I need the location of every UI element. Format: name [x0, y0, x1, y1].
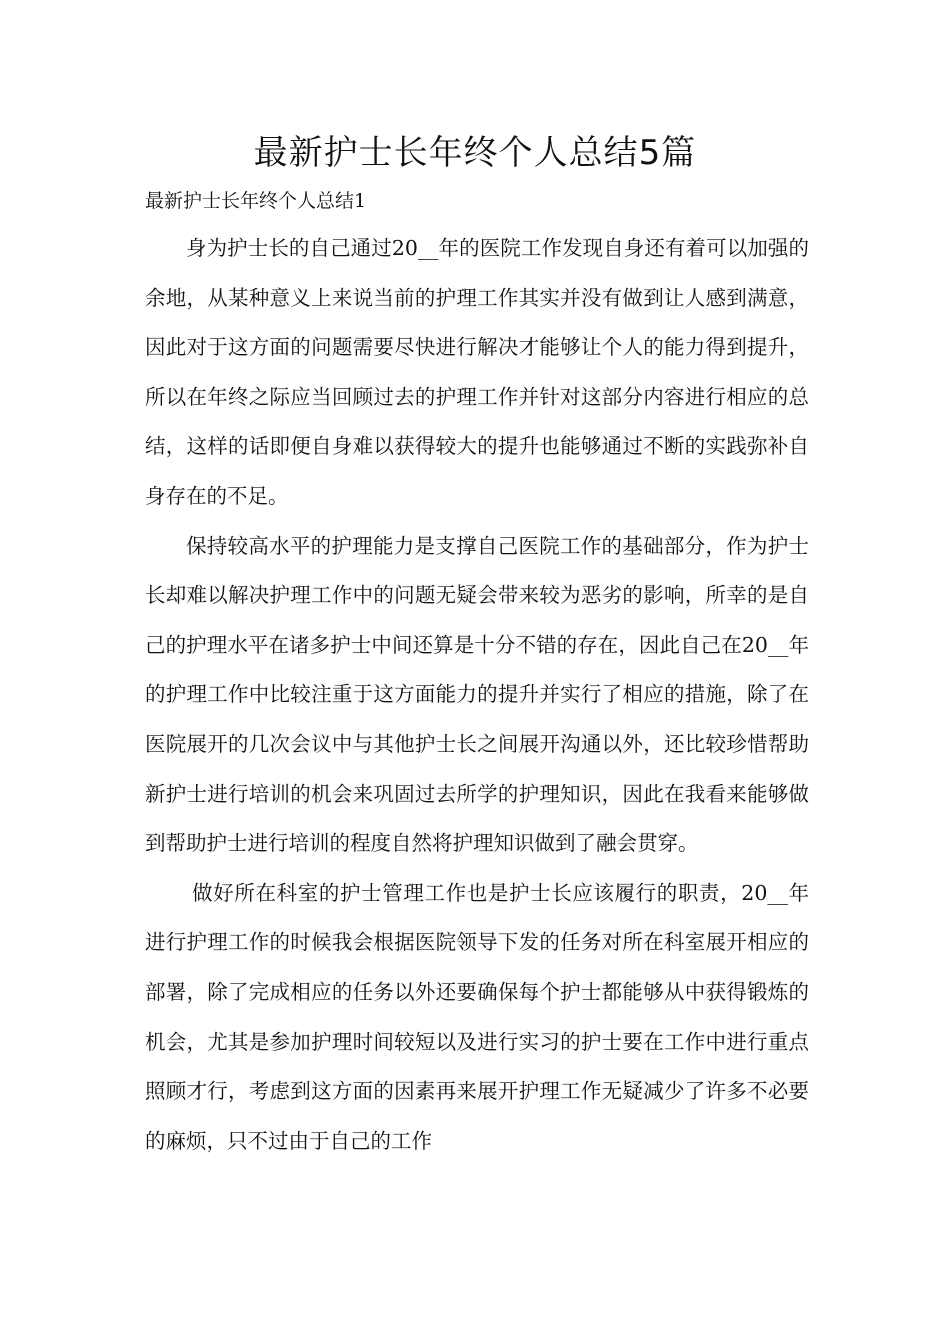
paragraph: 保持较高水平的护理能力是支撑自己医院工作的基础部分，作为护士长却难以解决护理工作中的问题无疑会带来较为恶劣的影响，所幸的是自己的护理水平在诸多护士中间还算是十分不错的存在，因此自己在20__年的护理工作中比较注重于这方面能力的提升并实行了相应的措施，除了在医院展开的几次会议中与其他护士长之间展开沟通以外，还比较珍惜帮助新护士进行培训的机会来巩固过去所学的护理知识，因此在我看来能够做到帮助护士进行培训的程度自然将护理知识做到了融会贯穿。	[145, 533, 809, 856]
paragraph: 做好所在科室的护士管理工作也是护士长应该履行的职责，20__年进行护理工作的时候我会根据医院领导下发的任务对所在科室展开相应的部署，除了完成相应的任务以外还要确保每个护士都能够从中获得锻炼的机会，尤其是参加护理时间较短以及进行实习的护士要在工作中进行重点照顾才行，考虑到这方面的因素再来展开护理工作无疑减少了许多不必要的麻烦，只不过由于自己的工作	[145, 880, 809, 1153]
document-title: 最新护士长年终个人总结5篇	[253, 133, 697, 173]
paragraph: 身为护士长的自己通过20__年的医院工作发现自身还有着可以加强的余地，从某种意义上来说当前的护理工作其实并没有做到让人感到满意，因此对于这方面的问题需要尽快进行解决才能够让个人的能力得到提升，所以在年终之际应当回顾过去的护理工作并针对这部分内容进行相应的总结，这样的话即便自身难以获得较大的提升也能够通过不断的实践弥补自身存在的不足。	[145, 236, 809, 508]
document-body	[145, 182, 809, 1166]
section-heading: 最新护士长年终个人总结1	[145, 190, 367, 212]
